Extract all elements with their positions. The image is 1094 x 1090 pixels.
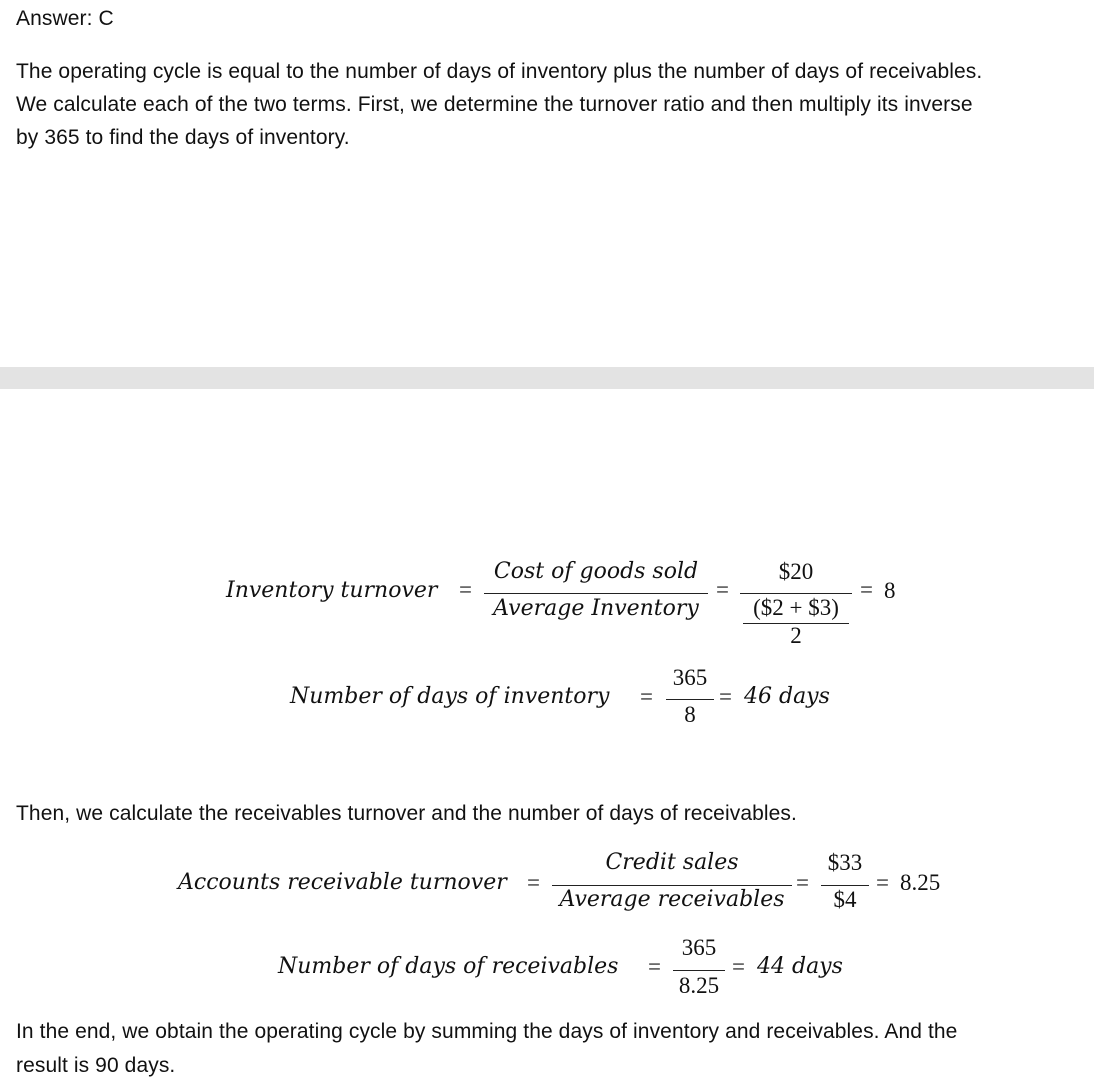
days-inventory-lhs: Number of days of inventory [290, 684, 610, 709]
equals-sign: = [719, 684, 732, 709]
answer-label: Answer: C [16, 7, 114, 30]
fraction-bar [484, 593, 708, 594]
receivable-turnover-lhs: Accounts receivable turnover [178, 870, 507, 895]
equals-sign: = [732, 954, 745, 979]
inventory-turnover-numerator: Cost of goods sold [493, 559, 699, 584]
days-receivables-lhs: Number of days of receivables [278, 954, 619, 979]
middle-paragraph: Then, we calculate the receivables turnover and the number of days of receivables. [16, 802, 797, 825]
inventory-turnover-result: 8 [884, 578, 896, 603]
fraction-bar [740, 593, 852, 594]
receivable-turnover-denominator: Average receivables [559, 887, 785, 912]
conclusion-line-2: result is 90 days. [16, 1054, 176, 1077]
page-separator [0, 367, 1094, 389]
days-receivables-numerator: 365 [681, 935, 717, 960]
intro-line-1: The operating cycle is equal to the number of days of inventory plus the number of days of receivables. [16, 60, 983, 83]
inventory-turnover-denominator: Average Inventory [493, 596, 699, 621]
conclusion-line-1: In the end, we obtain the operating cycle by summing the days of inventory and receivables. And the [16, 1020, 958, 1043]
fraction-bar [673, 970, 725, 971]
equals-sign: = [527, 870, 540, 895]
days-inventory-numerator: 365 [672, 665, 708, 690]
receivable-value-denominator: $4 [833, 887, 857, 912]
days-receivables-denominator: 8.25 [678, 973, 720, 998]
fraction-bar [666, 699, 714, 700]
equals-sign: = [648, 954, 661, 979]
days-inventory-denominator: 8 [684, 702, 696, 727]
equals-sign: = [459, 577, 472, 602]
equals-sign: = [860, 577, 873, 602]
inventory-value-numerator: $20 [778, 559, 814, 584]
fraction-bar [552, 885, 792, 886]
receivable-turnover-result: 8.25 [900, 870, 941, 895]
equals-sign: = [640, 684, 653, 709]
fraction-bar [821, 885, 869, 886]
receivable-value-numerator: $33 [827, 850, 863, 875]
equals-sign: = [796, 870, 809, 895]
inventory-value-subnumerator: ($2 + $3) [753, 595, 839, 620]
days-inventory-result: 46 days [744, 684, 830, 709]
inventory-value-subdenominator: 2 [790, 623, 802, 648]
inventory-turnover-lhs: Inventory turnover [226, 578, 438, 603]
intro-line-2: We calculate each of the two terms. First, we determine the turnover ratio and then multiply its inverse [16, 93, 973, 116]
equals-sign: = [876, 870, 889, 895]
receivable-turnover-numerator: Credit sales [605, 850, 739, 875]
days-receivables-result: 44 days [757, 954, 843, 979]
intro-line-3: by 365 to find the days of inventory. [16, 126, 350, 149]
equals-sign: = [716, 577, 729, 602]
